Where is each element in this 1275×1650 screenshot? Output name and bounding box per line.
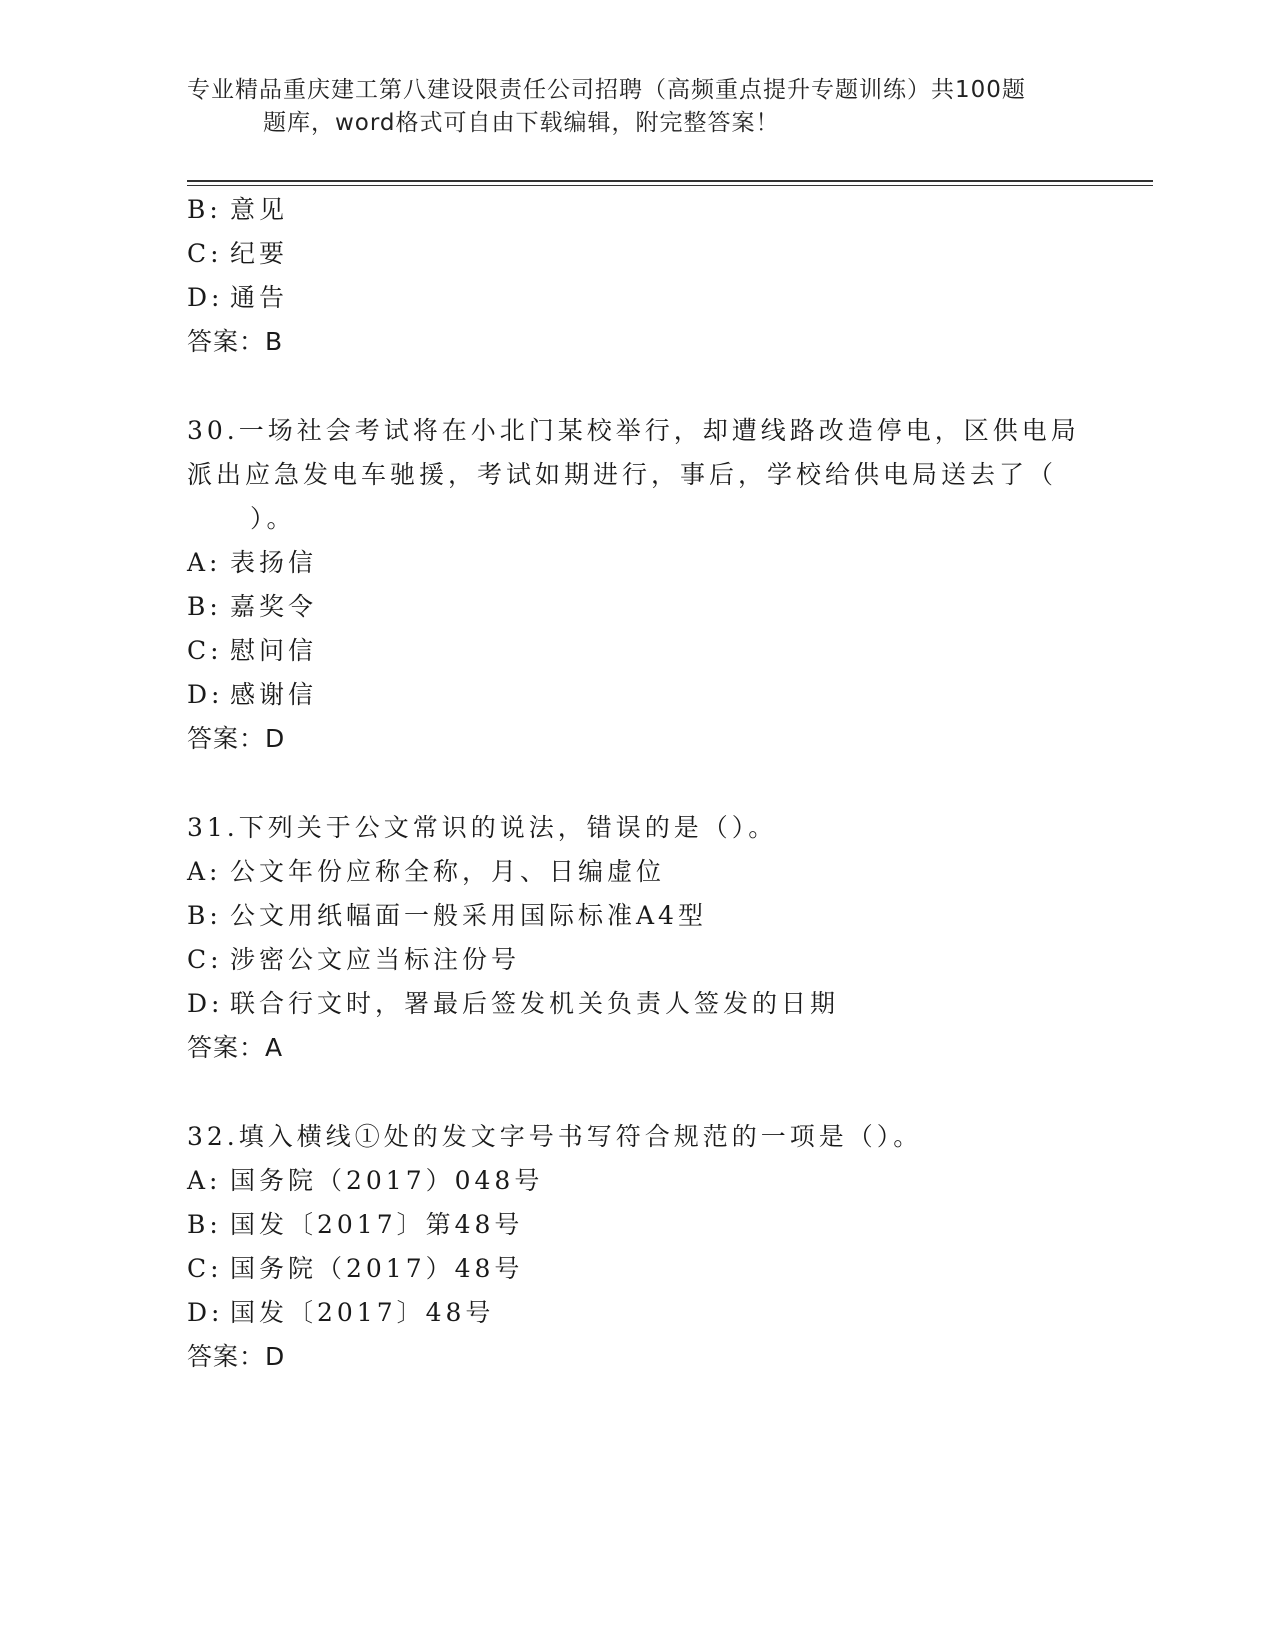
option-key: A:	[187, 548, 222, 577]
option-text: 国务院（2017）48号	[230, 1254, 524, 1283]
q29-option-c	[187, 236, 288, 272]
option-key: C:	[187, 945, 223, 974]
q29-option-d	[187, 280, 288, 316]
option-text: 表扬信	[230, 548, 318, 577]
option-key: A:	[187, 857, 222, 886]
option-key: C:	[187, 1254, 223, 1283]
q30-answer: 答案：D	[187, 724, 286, 753]
option-text: 涉密公文应当标注份号	[230, 945, 521, 974]
option-text: 嘉奖令	[230, 592, 318, 621]
option-text: 国务院（2017）048号	[230, 1166, 544, 1195]
option-text: 通告	[230, 283, 289, 312]
option-text: 慰问信	[230, 636, 318, 665]
q29-answer: 答案：B	[187, 327, 284, 356]
q31-option-a	[187, 854, 665, 890]
option-key: D:	[187, 283, 224, 312]
q30-stem-line-1: 30.一场社会考试将在小北门某校举行，却遭线路改造停电，区供电局	[187, 416, 1080, 445]
q32-answer: 答案：D	[187, 1342, 286, 1371]
q30-option-b	[187, 589, 317, 625]
header-line-1: 专业精品重庆建工第八建设限责任公司招聘（高频重点提升专题训练）共100题	[187, 77, 1026, 103]
option-key: B:	[187, 901, 222, 930]
q31-option-b	[187, 898, 707, 934]
option-text: 国发〔2017〕第48号	[230, 1210, 524, 1239]
option-text: 公文年份应称全称，月、日编虚位	[230, 857, 666, 886]
header-line-2: 题库，word格式可自由下载编辑，附完整答案！	[263, 110, 780, 136]
option-key: A:	[187, 1166, 222, 1195]
option-key: D:	[187, 1298, 224, 1327]
q30-option-d	[187, 677, 317, 713]
q30-stem-line-2: 派出应急发电车驰援，考试如期进行，事后，学校给供电局送去了（	[187, 460, 1058, 489]
header-rule-thick	[187, 180, 1153, 182]
q30-stem-line-3: ）。	[250, 504, 296, 533]
q32-option-d	[187, 1295, 494, 1331]
document-header	[187, 74, 1067, 140]
q29-option-b	[187, 192, 288, 228]
q32-option-c	[187, 1251, 523, 1287]
option-text: 国发〔2017〕48号	[230, 1298, 495, 1327]
option-text: 纪要	[230, 239, 289, 268]
option-key: C:	[187, 239, 223, 268]
option-text: 联合行文时，署最后签发机关负责人签发的日期	[230, 989, 840, 1018]
option-text: 感谢信	[230, 680, 318, 709]
q32-option-b	[187, 1207, 523, 1243]
option-key: C:	[187, 636, 223, 665]
q31-option-c	[187, 942, 520, 978]
q32-option-a	[187, 1163, 543, 1199]
q30-option-a	[187, 545, 317, 581]
option-key: B:	[187, 592, 222, 621]
option-key: D:	[187, 989, 224, 1018]
q31-stem: 31.下列关于公文常识的说法，错误的是（）。	[187, 813, 778, 842]
q30-option-c	[187, 633, 317, 669]
q31-option-d	[187, 986, 839, 1022]
option-text: 公文用纸幅面一般采用国际标准A4型	[230, 901, 707, 930]
q31-answer: 答案：A	[187, 1033, 284, 1062]
option-key: D:	[187, 680, 224, 709]
option-key: B:	[187, 195, 222, 224]
q32-stem: 32.填入横线①处的发文字号书写符合规范的一项是（）。	[187, 1122, 923, 1151]
option-text: 意见	[230, 195, 289, 224]
header-rule-thin	[187, 185, 1153, 186]
option-key: B:	[187, 1210, 222, 1239]
